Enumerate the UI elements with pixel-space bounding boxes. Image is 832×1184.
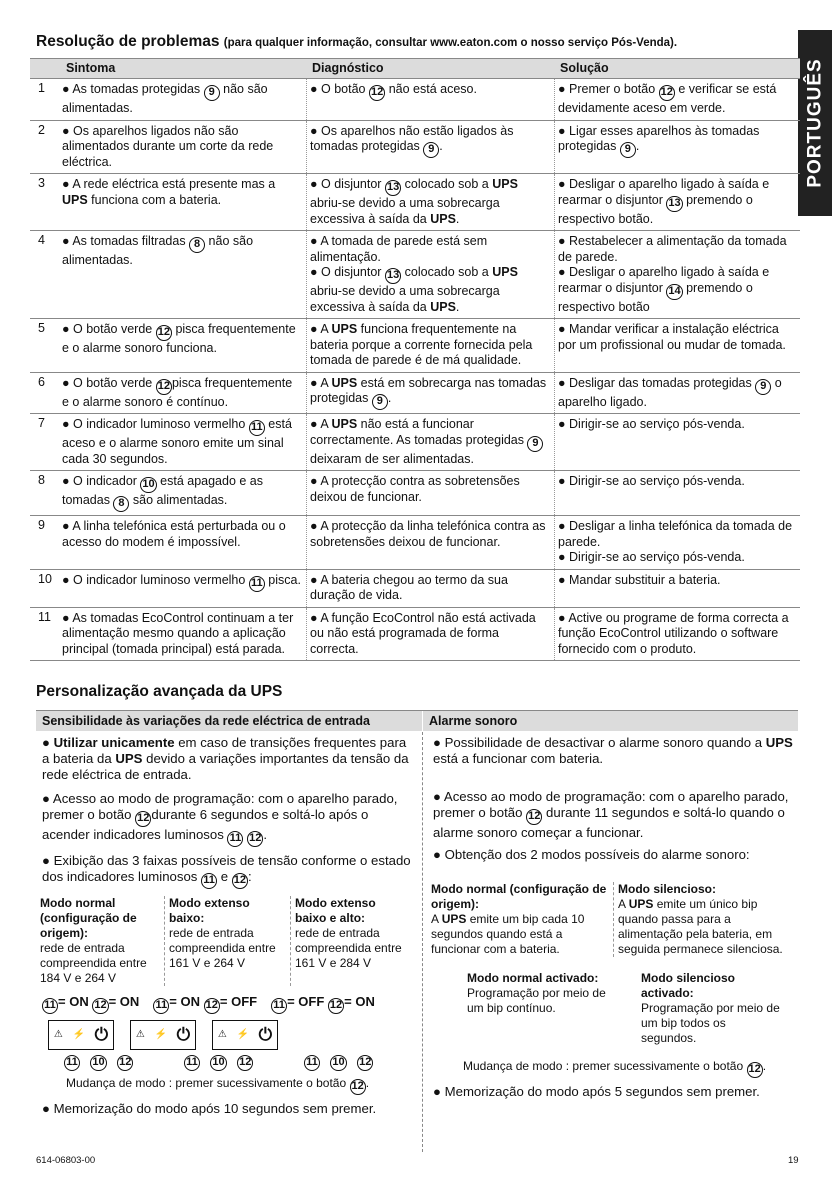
alarm-intro: ● Possibilidade de desactivar o alarme sonoro quando a UPS está a funcionar com bateria. [433, 735, 793, 766]
mode-text: rede de entrada compreendida entre 161 V e 264 V [169, 926, 276, 970]
solution-cell: ● Ligar esses aparelhos às tomadas protegidas 9 . [554, 121, 800, 174]
alarm-diagram-text: Programação por meio de um bip contínuo. [467, 986, 606, 1015]
solution-cell: ● Mandar verificar a instalação eléctrica por um profissional ou mudar de tomada. [554, 319, 800, 372]
alarm-change: Mudança de modo : premer sucessivamente o botão 12 . [427, 1056, 798, 1081]
bolt-icon: ⚡ [72, 1029, 85, 1041]
solution-cell: ● Dirigir-se ao serviço pós-venda. [554, 471, 800, 515]
panel-labels [36, 1052, 416, 1071]
alarm-diagram [427, 971, 798, 1046]
header-sensitivity: Sensibilidade às variações da rede eléctrica de entrada [42, 714, 370, 728]
diagnosis-cell: ● A tomada de parede está sem alimentação. ● O disjuntor 13 colocado sob a UPS abriu-se devido a uma sobrecarga excessiva à saída da UPS. [306, 231, 554, 318]
panel-diagrams [36, 1020, 416, 1050]
row-number: 7 [38, 416, 45, 430]
table-row [30, 515, 800, 569]
row-number: 9 [38, 518, 45, 532]
mode-low-high [290, 896, 412, 986]
symptom-cell: ● A rede eléctrica está presente mas a UPS funciona com a bateria. [62, 177, 276, 207]
table-row [30, 470, 800, 515]
troubleshooting-table [30, 58, 800, 661]
diagnosis-cell: ● A função EcoControl não está activada ou não está programada de forma correcta. [306, 608, 554, 661]
mode-states [36, 994, 416, 1014]
alarm-mode-normal [427, 882, 613, 957]
alarm-memo: ● Memorização do modo após 5 segundos sem premer. [433, 1084, 760, 1099]
alarm-diagram-title: Modo silencioso activado: [641, 971, 736, 1000]
language-label: PORTUGUÊS [804, 58, 826, 188]
row-number: 10 [38, 571, 52, 586]
header-diagnosis: Diagnóstico [312, 61, 384, 75]
power-icon: ⏻ [94, 1025, 109, 1045]
diagnosis-cell: ● Os aparelhos não estão ligados às tomadas protegidas 9 . [306, 121, 554, 174]
alarm-mode-title: Modo normal (configuração de origem): [431, 882, 607, 911]
symptom-cell: ● As tomadas EcoControl continuam a ter alimentação mesmo quando a aplicação principal (tomada principal) está parada. [62, 610, 294, 656]
solution-cell: ● Dirigir-se ao serviço pós-venda. [554, 414, 800, 470]
sensitivity-intro: ● Utilizar unicamente em caso de transições frequentes para a bateria da UPS devido a variações importantes da tensão da rede eléctrica de entrada. [42, 735, 409, 782]
panel-label-group: 11 10 12 [304, 1052, 414, 1071]
troubleshooting-title [36, 34, 677, 52]
solution-cell: ● Desligar o aparelho ligado à saída e rearmar o disjuntor 13 premendo o respectivo botão. [554, 174, 800, 230]
mode-list [36, 896, 416, 986]
power-icon: ⏻ [258, 1025, 273, 1045]
symptom-cell: ● As tomadas protegidas 9 não são alimentadas. [62, 82, 268, 115]
table-row [30, 318, 800, 372]
sensitivity-memo: ● Memorização do modo após 10 segundos sem premer. [42, 1101, 377, 1116]
diagnosis-cell: ● A protecção contra as sobretensões deixou de funcionar. [306, 471, 554, 515]
diagnosis-cell: ● A bateria chegou ao termo da sua duração de vida. [306, 570, 554, 607]
warning-icon: ⚠ [135, 1029, 145, 1041]
control-panel-icon [212, 1020, 278, 1050]
solution-cell: ● Desligar das tomadas protegidas 9 o aparelho ligado. [554, 373, 800, 414]
alarm-modes-intro: ● Obtenção dos 2 modos possíveis do alarme sonoro: [433, 847, 750, 862]
mode-normal [36, 896, 164, 986]
mode-title: Modo normal (configuração de origem): [40, 896, 137, 940]
header-symptom: Sintoma [66, 61, 116, 75]
page-number: 19 [788, 1155, 799, 1166]
row-number: 8 [38, 473, 45, 487]
mode-title: Modo extenso baixo: [169, 896, 250, 925]
title-text: Resolução de problemas [36, 33, 220, 50]
doc-code: 614-06803-00 [36, 1155, 96, 1166]
solution-cell: ● Premer o botão 12 e verificar se está devidamente aceso em verde. [554, 79, 800, 120]
row-number: 6 [38, 374, 45, 389]
power-icon: ⏻ [176, 1025, 191, 1045]
symptom-cell: ● O botão verde 12 pisca frequentemente e o alarme sonoro é contínuo. [62, 375, 293, 409]
bolt-icon: ⚡ [154, 1029, 167, 1041]
alarm-diagram-text: Programação por meio de um bip todos os segundos. [641, 1001, 780, 1045]
alarm-mode-silent [613, 882, 793, 957]
row-number: 11 [38, 609, 51, 624]
advanced-header [36, 710, 798, 731]
symptom-cell: ● O indicador luminoso vermelho 11 está aceso e o alarme sonoro emite um sinal cada 30 segundos. [62, 417, 292, 466]
table-row [30, 173, 800, 230]
advanced-title: Personalização avançada da UPS [36, 683, 283, 700]
advanced-section [36, 710, 798, 1116]
header-alarm: Alarme sonoro [422, 711, 798, 731]
solution-cell: ● Desligar a linha telefónica da tomada de parede. ● Dirigir-se ao serviço pós-venda. [554, 516, 800, 569]
bolt-icon: ⚡ [236, 1029, 249, 1041]
alarm-diagram-title: Modo normal activado: [467, 971, 599, 985]
symptom-cell: ● A linha telefónica está perturbada ou o acesso do modem é impossível. [62, 519, 286, 549]
alarm-mode-list [427, 882, 798, 957]
title-note: (para qualquer informação, consultar www.eaton.com o nosso serviço Pós-Venda). [223, 37, 678, 49]
symptom-cell: ● O indicador 10 está apagado e as tomadas 8 são alimentadas. [62, 471, 306, 515]
warning-icon: ⚠ [217, 1029, 227, 1041]
table-row [30, 413, 800, 470]
diagnosis-cell: ● A UPS está em sobrecarga nas tomadas protegidas 9 . [306, 373, 554, 414]
mode-low [164, 896, 290, 986]
diagnosis-cell: ● O botão 12 não está aceso. [306, 79, 554, 120]
row-number: 2 [38, 122, 45, 137]
diagnosis-cell: ● O disjuntor 13 colocado sob a UPS abriu-se devido a uma sobrecarga excessiva à saída da UPS. [306, 174, 554, 230]
diagnosis-cell: ● A UPS funciona frequentemente na bateria porque a corrente fornecida pela tomada de parede é de má qualidade. [306, 319, 554, 372]
alarm-mode-text: A UPS emite um bip cada 10 segundos quando está a funcionar com a bateria. [431, 912, 585, 956]
row-number: 4 [38, 233, 45, 247]
symptom-cell: ● As tomadas filtradas 8 não são alimentadas. [62, 234, 254, 267]
symptom-cell: ● O indicador luminoso vermelho 11 pisca. [62, 570, 306, 607]
state-low: 11 = ON 12 = OFF [153, 994, 257, 1014]
sensitivity-display: ● Exibição das 3 faixas possíveis de tensão conforme o estado dos indicadores luminosos 11 e 12 : [36, 850, 416, 892]
mode-title: Modo extenso baixo e alto: [295, 896, 376, 925]
symptom-cell: ● Os aparelhos ligados não são alimentados durante um corte da rede eléctrica. [62, 123, 274, 169]
table-row [30, 569, 800, 607]
header-solution: Solução [560, 61, 609, 75]
warning-icon: ⚠ [53, 1029, 63, 1041]
symptom-cell: ● O botão verde 12 pisca frequentemente e o alarme sonoro funciona. [62, 322, 296, 355]
table-row [30, 607, 800, 662]
alarm-mode-title: Modo silencioso: [618, 882, 717, 896]
table-row [30, 120, 800, 174]
mode-text: rede de entrada compreendida entre 161 V e 284 V [295, 926, 402, 970]
diagnosis-cell: ● A UPS não está a funcionar correctamente. As tomadas protegidas 9 deixaram de ser alimentadas. [306, 414, 554, 470]
solution-cell: ● Active ou programe de forma correcta a função EcoControl utilizando o software fornecido com o produto. [554, 608, 800, 661]
alarm-mode-text: A UPS emite um único bip quando passa para a alimentação pela bateria, em seguida permanece silenciosa. [618, 897, 783, 956]
alarm-diagram-normal [467, 971, 609, 1046]
sensitivity-column [36, 732, 416, 1120]
alarm-access: ● Acesso ao modo de programação: com o aparelho parado, premer o botão 12 durante 11 segundos e soltá-lo quando o alarme sonoro começar a funcionar. [433, 789, 789, 840]
solution-cell: ● Restabelecer a alimentação da tomada de parede. ● Desligar o aparelho ligado à saída e rearmar o disjuntor 14 premendo o respectivo botão [554, 231, 800, 318]
control-panel-icon [48, 1020, 114, 1050]
table-row [30, 230, 800, 318]
table-header [30, 58, 800, 78]
panel-label-group: 11 10 12 [64, 1052, 174, 1071]
sensitivity-access: ● Acesso ao modo de programação: com o aparelho parado, premer o botão 12 durante 6 segundos e soltá-lo após o acender indicadores luminosos 11 12 . [36, 788, 416, 850]
row-number: 3 [38, 176, 45, 190]
language-tab [798, 30, 832, 216]
row-number: 1 [38, 81, 45, 95]
mode-text: rede de entrada compreendida entre 184 V e 264 V [40, 941, 147, 985]
row-number: 5 [38, 321, 45, 335]
table-row [30, 78, 800, 120]
panel-label-group: 11 10 12 [184, 1052, 294, 1071]
control-panel-icon [130, 1020, 196, 1050]
sensitivity-change: Mudança de modo : premer sucessivamente o botão 12 . [36, 1073, 416, 1098]
diagnosis-cell: ● A protecção da linha telefónica contra as sobretensões deixou de funcionar. [306, 516, 554, 569]
alarm-diagram-silent [641, 971, 781, 1046]
state-low-high: 11 = OFF 12 = ON [271, 994, 375, 1014]
state-normal: 11 = ON 12 = ON [42, 994, 139, 1014]
alarm-column [422, 732, 798, 1152]
table-row [30, 372, 800, 414]
solution-cell: ● Mandar substituir a bateria. [554, 570, 800, 607]
